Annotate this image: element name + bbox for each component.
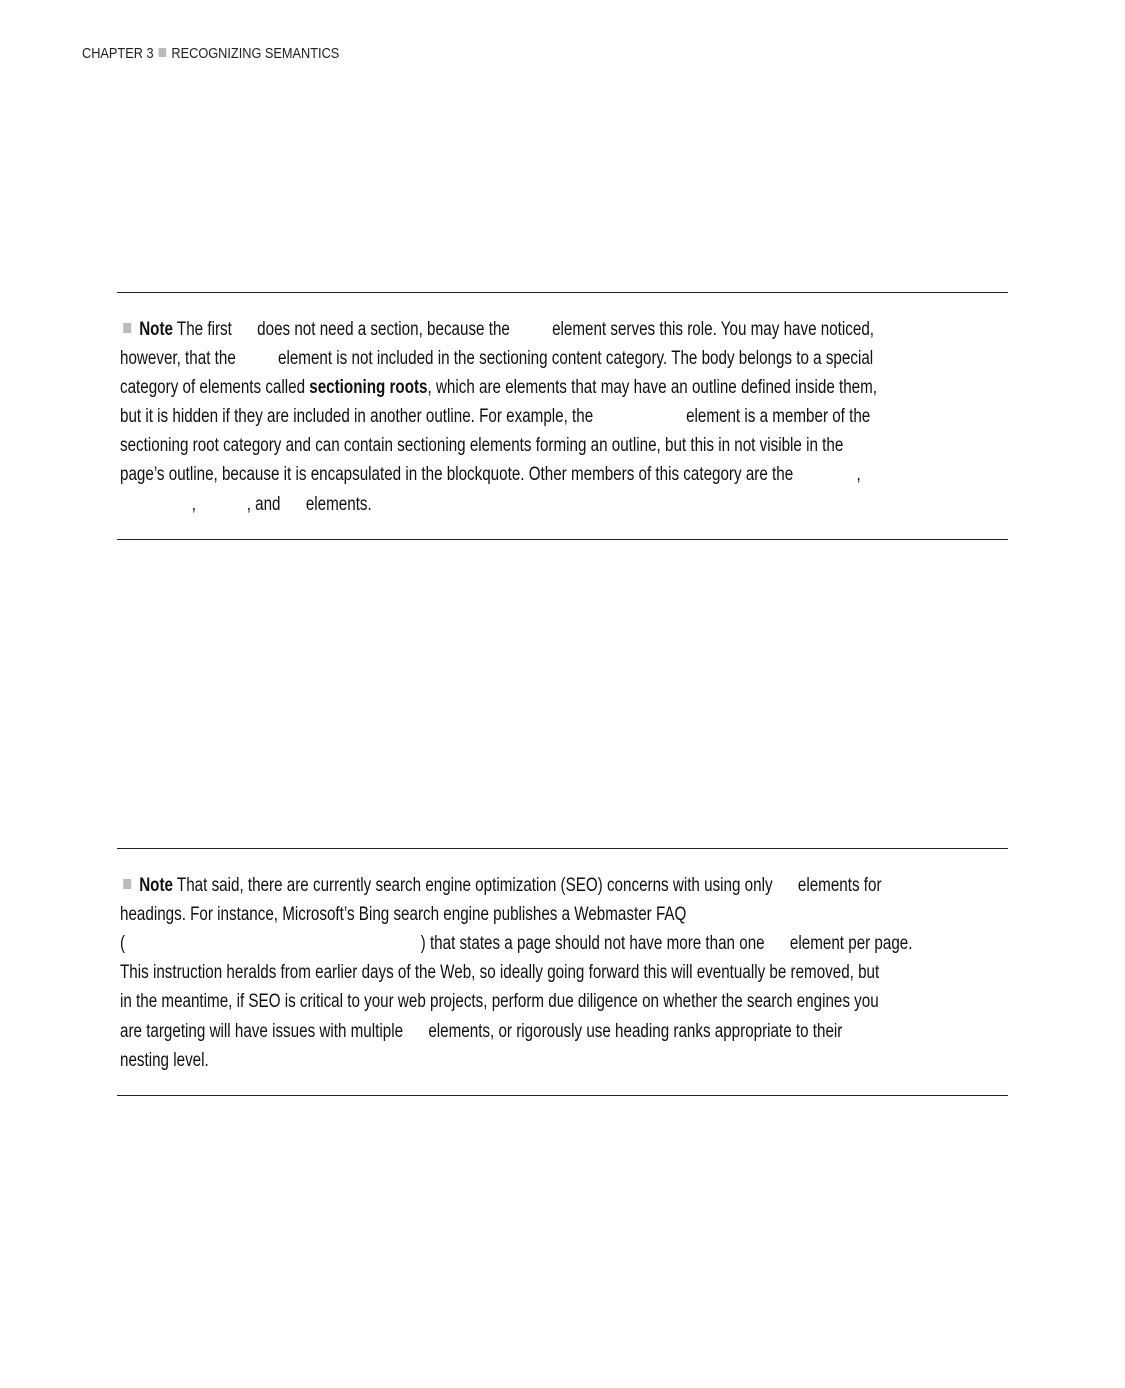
note-bottom-rule (117, 539, 1008, 540)
note-text: in the meantime, if SEO is critical to your web projects, perform due diligence on whether the search engines you (120, 991, 879, 1012)
note-label: Note (139, 875, 173, 896)
square-bullet-icon (159, 48, 167, 57)
note-text: sectioning root category and can contain sectioning elements forming an outline, but this in not visible in the (120, 435, 844, 456)
note-text: page’s outline, because it is encapsulated in the blockquote. Other members of this category are the , (120, 464, 861, 485)
square-bullet-icon (123, 323, 131, 333)
note-top-rule (117, 848, 1008, 849)
note-text: This instruction heralds from earlier days of the Web, so ideally going forward this will eventually be removed, but (120, 962, 880, 983)
square-bullet-icon (123, 879, 131, 889)
running-header (82, 45, 339, 62)
note-text: category of elements called (120, 377, 310, 398)
note-label: Note (139, 319, 173, 340)
note-text: nesting level. (120, 1050, 209, 1071)
note-text: , which are elements that may have an outline defined inside them, (427, 377, 878, 398)
chapter-label: CHAPTER 3 (82, 45, 154, 62)
note-text: The first does not need a section, because the element serves this role. You may have noticed, (172, 319, 875, 340)
note-text: , , and elements. (120, 494, 372, 515)
note-text: are targeting will have issues with multiple elements, or rigorously use heading ranks appropriate to their (120, 1021, 843, 1042)
note-text: That said, there are currently search engine optimization (SEO) concerns with using only elements for (172, 875, 882, 896)
note-text: however, that the element is not included in the sectioning content category. The body belongs to a special (120, 348, 874, 369)
note-text: headings. For instance, Microsoft’s Bing search engine publishes a Webmaster FAQ (120, 904, 687, 925)
term-sectioning-roots: sectioning roots (309, 377, 428, 398)
chapter-title: RECOGNIZING SEMANTICS (171, 45, 340, 62)
note-text: ( ) that states a page should not have more than one element per page. (120, 933, 913, 954)
note-top-rule (117, 292, 1008, 293)
note-bottom-rule (117, 1095, 1008, 1096)
note-text: but it is hidden if they are included in another outline. For example, the element is a member of the (120, 406, 871, 427)
